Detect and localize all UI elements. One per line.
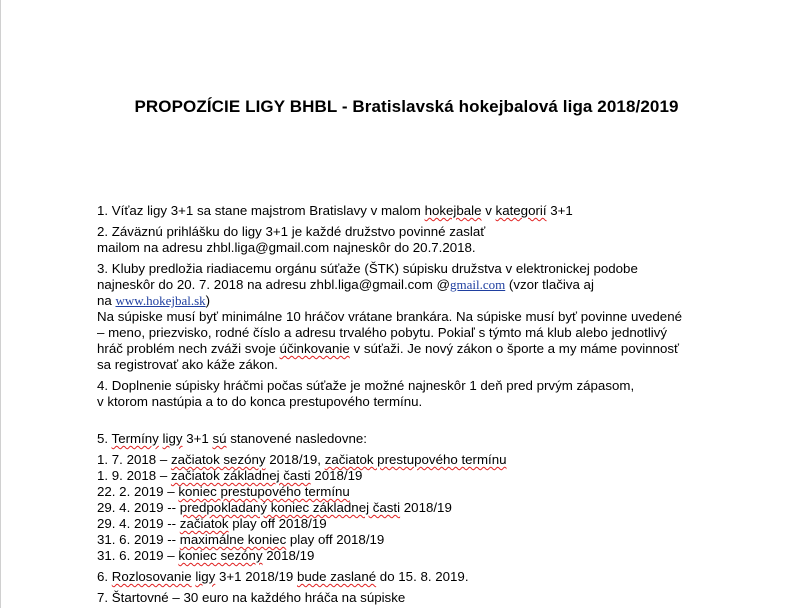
date-line: 29. 4. 2019 -- predpokladaný koniec základnej časti 2018/19 <box>97 500 452 515</box>
item-4-line-1: 4. Doplnenie súpisky hráčmi počas súťaže je možné najneskôr 1 deň pred prvým zápasom, <box>97 378 635 393</box>
item-6: 6. Rozlosovanie ligy 3+1 2018/19 bude zaslané do 15. 8. 2019. <box>97 569 469 584</box>
gmail-link[interactable]: gmail.com <box>449 277 506 292</box>
item-2-line-2: mailom na adresu zhbl.liga@gmail.com najneskôr do 20.7.2018. <box>97 240 476 255</box>
item-3-line-3: na www.hokejbal.sk) <box>97 293 211 308</box>
item-7: 7. Štartovné – 30 euro na každého hráča na súpiske <box>97 590 406 605</box>
date-line: 31. 6. 2019 – koniec sezóny 2018/19 <box>97 548 315 563</box>
item-3-line-4: Na súpiske musí byť minimálne 10 hráčov vrátane brankára. Na súpiske musí byť povinne uvedené <box>97 309 682 324</box>
date-line: 31. 6. 2019 -- maximálne koniec play off 2018/19 <box>97 532 385 547</box>
item-3-line-1: 3. Kluby predložia riadiacemu orgánu súťaže (ŠTK) súpisku družstva v elektronickej podobe <box>97 261 638 276</box>
item-5-heading: 5. Termíny ligy 3+1 sú stanovené nasledovne: <box>97 431 367 446</box>
document-title: PROPOZÍCIE LIGY BHBL - Bratislavská hokejbalová liga 2018/2019 <box>134 97 679 116</box>
item-1: 1. Víťaz ligy 3+1 sa stane majstrom Bratislavy v malom hokejbale v kategorií 3+1 <box>97 203 573 218</box>
item-3-line-5: – meno, priezvisko, rodné číslo a adresu trvalého pobytu. Pokiaľ s týmto má klub alebo jednotlivý <box>97 325 668 340</box>
dates-list <box>97 452 777 564</box>
date-line: 29. 4. 2019 -- začiatok play off 2018/19 <box>97 516 327 531</box>
item-3-line-7: sa registrovať ako káže zákon. <box>97 357 278 372</box>
date-line: 1. 7. 2018 – začiatok sezóny 2018/19, začiatok prestupového termínu <box>97 452 507 467</box>
item-3-line-6: hráč problém nech zváži svoje účinkovanie v súťaži. Je nový zákon o športe a my máme povinnosť <box>97 341 680 356</box>
document-body <box>97 203 777 606</box>
item-3-line-2: najneskôr do 20. 7. 2018 na adresu zhbl.liga@gmail.com @gmail.com (vzor tlačiva aj <box>97 277 594 292</box>
hokejbal-link[interactable]: www.hokejbal.sk <box>115 293 206 308</box>
item-2-line-1: 2. Záväznú prihlášku do ligy 3+1 je každé družstvo povinné zaslať <box>97 224 486 239</box>
item-4-line-2: v ktorom nastúpia a to do konca prestupového termínu. <box>97 394 423 409</box>
date-line: 22. 2. 2019 – koniec prestupového termínu <box>97 484 350 499</box>
date-line: 1. 9. 2018 – začiatok základnej časti 2018/19 <box>97 468 363 483</box>
